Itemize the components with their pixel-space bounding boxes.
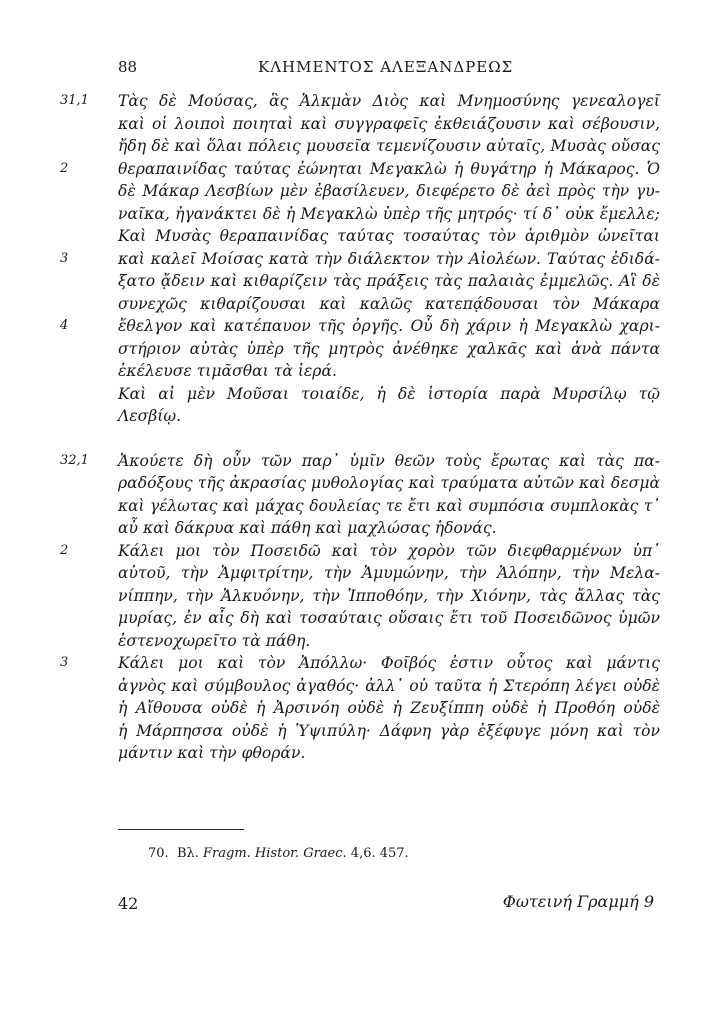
line-text: Καὶ αἱ μὲν Μοῦσαι τοιαίδε, ἡ δὲ ἱστορία παρὰ Μυρσίλῳ τῷ [118,384,660,403]
text-line [118,607,660,630]
line-text: Τὰς δὲ Μούσας, ἃς Ἀλκμὰν Διὸς καὶ Μνημοσύνης γενεαλογεῖ [118,92,660,110]
footer-page-number: 42 [118,894,139,913]
line-text: στήριον αὐτὰς ὑπὲρ τῆς μητρὸς ἀνέθηκε χαλκᾶς καὶ ἀνὰ πάντα [118,339,660,358]
text-line [118,495,660,518]
footnote-prefix: Βλ. [176,846,199,861]
line-marker: 3 [60,655,69,670]
footnote [148,846,409,861]
line-text: καὶ γέλωτας καὶ μάχας δουλείας τε ἔτι καὶ συμπόσια συμπλοκὰς τ᾽ [118,496,660,515]
paragraph [118,383,660,428]
text-line [118,742,660,765]
text-line [118,517,660,540]
line-text: ἐστενοχωρεῖτο τὰ πάθη. [118,631,311,650]
text-line [118,113,660,136]
text-line [118,585,660,608]
text-line [118,472,660,495]
page-header [118,58,660,82]
line-text: ἔθελγον καὶ κατέπαυον τῆς ὀργῆς. Οὗ δὴ χάριν ἡ Μεγακλὼ χαρι- [118,317,660,335]
footer-publisher: Φωτεινή Γραμμή 9 [502,892,654,911]
line-text: Κάλει μοι τὸν Ποσειδῶ καὶ τὸν χορὸν τῶν διεφθαρμένων ὑπ᾽ [118,541,660,560]
line-marker: 4 [60,318,69,333]
line-marker: 32,1 [60,452,89,468]
text-line [118,203,660,226]
line-text: ναῖκα, ἠγανάκτει δὲ ἡ Μεγακλὼ ὑπὲρ τῆς μητρός· τί δ᾽ οὐκ ἔμελλε; [118,204,660,223]
text-line [118,697,660,720]
text-line [118,270,660,293]
text-line [118,338,660,361]
paragraph [60,652,660,765]
text-line [118,720,660,743]
text-line [60,540,660,563]
page-number: 88 [118,58,138,76]
text-line [118,225,660,248]
line-marker: 2 [60,160,69,176]
line-text: ἤδη δὲ καὶ ὅλαι πόλεις μουσεῖα τεμενίζουσιν αὐταῖς, Μυσὰς οὔσας [118,137,660,155]
line-text: μυρίας, ἐν αἷς δὴ καὶ τοσαύταις οὔσαις ἔτι τοῦ Ποσειδῶνος ὑμῶν [118,609,660,627]
text-line [118,135,660,158]
text-line [60,315,660,338]
line-text: συνεχῶς κιθαρίζουσαι καὶ καλῶς κατεπᾴδουσαι τὸν Μάκαρα [118,294,660,313]
line-text: Λεσβίῳ. [118,407,182,425]
footnote-location: 4,6. 457. [350,846,409,861]
text-line [118,562,660,585]
line-text: θεραπαινίδας ταύτας ἐώνηται Μεγακλὼ ἡ θυγάτηρ ἡ Μάκαρος. Ὁ [118,159,660,178]
line-text: καὶ οἱ λοιποὶ ποιηταὶ καὶ συγγραφεῖς ἐκθειάζουσιν καὶ σέβουσιν, [118,114,660,133]
section-gap [118,428,660,450]
line-text: δὲ Μάκαρ Λεσβίων μὲν ἐβασίλευεν, διεφέρετο δὲ ἀεὶ πρὸς τὴν γυ- [118,182,660,200]
line-text: ἡ Μάρπησσα οὐδὲ ἡ Ὑψιπύλη· Δάφνη γὰρ ἐξέφυγε μόνη καὶ τὸν [118,721,660,740]
line-text: αὐτοῦ, τὴν Ἀμφιτρίτην, τὴν Ἀμυμώνην, τὴν Ἀλόπην, τὴν Μελα- [118,564,660,582]
footnote-number: 70. [148,846,169,861]
footnote-rule [118,829,244,830]
section-32 [60,450,660,765]
paragraph [60,450,660,540]
text-line [60,248,660,271]
line-text: Καὶ Μυσὰς θεραπαινίδας ταύτας τοσαύτας τὸν ἀριθμὸν ὠνεῖται [118,227,660,245]
text-line [118,405,660,428]
text-line [118,360,660,383]
text-line [118,383,660,406]
line-text: καὶ καλεῖ Μοίσας κατὰ τὴν διάλεκτον τὴν Αἰολέων. Ταύτας ἐδιδά- [118,249,660,268]
line-marker: 31,1 [60,93,89,108]
paragraph [60,90,660,383]
line-marker: 3 [60,250,69,266]
text-line [118,180,660,203]
line-text: ἐκέλευσε τιμᾶσθαι τὰ ἱερά. [118,362,337,380]
line-text: μάντιν καὶ τὴν φθοράν. [118,744,306,762]
footnote-reference: Fragm. Histor. Graec. [203,846,347,861]
section-31 [60,90,660,428]
line-text: ἁγνὸς καὶ σύμβουλος ἀγαθός· ἀλλ᾽ οὐ ταῦτα ἡ Στερόπη λέγει οὐδὲ [118,676,660,695]
line-text: αὖ καὶ δάκρυα καὶ πάθη καὶ μαχλώσας ἡδονάς. [118,519,497,537]
line-text: νίππην, τὴν Ἀλκυόνην, τὴν Ἱπποθόην, τὴν Χιόνην, τὰς ἄλλας τὰς [118,586,660,605]
text-line [118,630,660,653]
running-title: ΚΛΗΜΕΝΤΟΣ ΑΛΕΞΑΝΔΡΕΩΣ [258,58,514,76]
text-line [60,450,660,473]
line-text: Κάλει μοι καὶ τὸν Ἀπόλλω· Φοῖβός ἐστιν οὗτος καὶ μάντις [118,654,660,672]
text-line [60,652,660,675]
line-marker: 2 [60,542,69,558]
text-line [60,90,660,113]
line-text: ξατο ᾄδειν καὶ κιθαρίζειν τὰς πράξεις τὰς παλαιὰς ἐμμελῶς. Αἳ δὲ [118,272,660,290]
line-text: ἡ Αἴθουσα οὐδὲ ἡ Ἀρσινόη οὐδὲ ἡ Ζευξίππη οὐδὲ ἡ Προθόη οὐδὲ [118,699,660,717]
text-line [60,158,660,181]
text-line [118,293,660,316]
text-line [118,675,660,698]
body-text [60,90,660,765]
line-text: Ἀκούετε δὴ οὖν τῶν παρ᾽ ὑμῖν θεῶν τοὺς ἔρωτας καὶ τὰς πα- [118,451,660,470]
paragraph [60,540,660,653]
line-text: ραδόξους τῆς ἀκρασίας μυθολογίας καὶ τραύματα αὐτῶν καὶ δεσμὰ [118,474,660,492]
